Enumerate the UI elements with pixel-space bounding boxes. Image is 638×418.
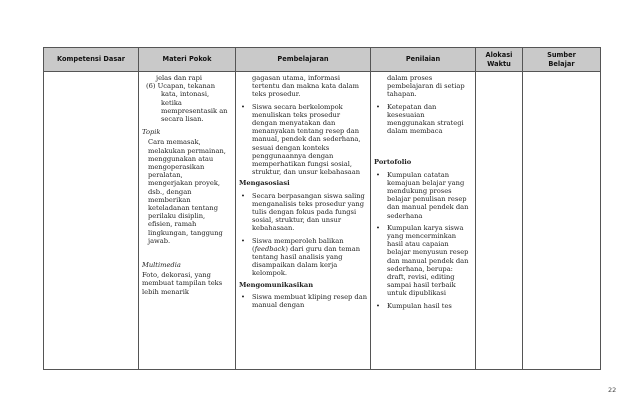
- materi-continuation: jelas dan rapi: [156, 74, 203, 82]
- bullet-icon: •: [241, 236, 245, 245]
- list-item: • Siswa memperoleh balikan (feedback) dari guru dan teman tentang hasil analisis yang disampaikan dalam kerja kelompok.: [241, 236, 361, 278]
- list-item: • Ketepatan dan kesesuaian menggunakan strategi dalam membaca: [376, 102, 464, 136]
- list-item: • Siswa membuat kliping resep dan manual dengan: [241, 292, 368, 310]
- list-item: • Kumpulan karya siswa yang mencerminkan hasil atau capaian belajar menyusun resep dan manual pendek dan sederhana, berupa: draft, revisi, editing sampai hasil terbaik untuk dipublikasi: [376, 223, 469, 298]
- bullet-icon: •: [241, 191, 245, 200]
- mengomunikasikan-label: Mengomunikasikan: [239, 280, 314, 289]
- page-number: 22: [608, 386, 617, 394]
- header-sumber-belajar: Sumber Belajar: [523, 48, 601, 72]
- table-row: [44, 72, 601, 370]
- table-header-row: [44, 48, 601, 72]
- topik-text: Cara memasak, melakukan permainan, menggunakan atau mengoperasikan peralatan, mengerjakan proyek, dsb., dengan memberikan keteladanan tentang perilaku disiplin, efisien, ramah lingkungan, tanggung jawab.: [148, 138, 226, 245]
- cell-materi-pokok: [139, 72, 236, 370]
- topik-label: Topik: [142, 128, 161, 137]
- bullet-icon: •: [376, 102, 380, 111]
- header-materi-pokok: Materi Pokok: [139, 48, 236, 72]
- list-item: • Kumpulan catatan kemajuan belajar yang mendukung proses belajar penulisan resep dan manual pendek dan sederhana: [376, 170, 469, 220]
- bullet-icon: •: [241, 292, 245, 301]
- cell-sumber-belajar: [523, 72, 601, 370]
- cell-kompetensi-dasar: [44, 72, 139, 370]
- list-item: • Secara berpasangan siswa saling menganalisis teks prosedur yang tulis dengan fokus pada fungsi sosial, struktur, dan unsur kebahasaan.: [241, 191, 365, 233]
- header-pembelajaran: Pembelajaran: [236, 48, 371, 72]
- bullet-icon: •: [376, 223, 380, 232]
- cell-penilaian: [371, 72, 476, 370]
- cell-pembelajaran: [236, 72, 371, 370]
- bullet-icon: •: [376, 170, 380, 179]
- portofolio-label: Portofolio: [374, 158, 412, 167]
- list-item: • Kumpulan hasil tes: [376, 301, 452, 310]
- bullet-icon: •: [241, 102, 245, 111]
- syllabus-table: [43, 47, 601, 370]
- materi-item-6: (6) Ucapan, tekanan kata, intonasi, ketika mempresentasik an secara lisan.: [146, 82, 228, 124]
- header-penilaian: Penilaian: [371, 48, 476, 72]
- header-kompetensi-dasar: Kompetensi Dasar: [44, 48, 139, 72]
- multimedia-label: Multimedia: [142, 261, 181, 270]
- header-alokasi-waktu: Alokasi Waktu: [476, 48, 523, 72]
- penilaian-continuation: dalam proses pembelajaran di setiap tahapan.: [387, 74, 465, 99]
- pembelajaran-continuation: gagasan utama, informasi tertentu dan makna kata dalam teks prosedur.: [252, 74, 359, 99]
- cell-alokasi-waktu: [476, 72, 523, 370]
- list-item: • Siswa secara berkelompok menuliskan teks prosedur dengan menyatakan dan menanyakan tentang resep dan manual, pendek dan sederhana, sesuai dengan konteks penggunaannya dengan memperhatikan fungsi sosial, struktur, dan unsur kebahasaan: [241, 102, 361, 177]
- bullet-icon: •: [376, 301, 380, 310]
- multimedia-text: Foto, dekorasi, yang membuat tampilan teks lebih menarik: [142, 271, 223, 296]
- mengasosiasi-label: Mengasosiasi: [239, 179, 290, 188]
